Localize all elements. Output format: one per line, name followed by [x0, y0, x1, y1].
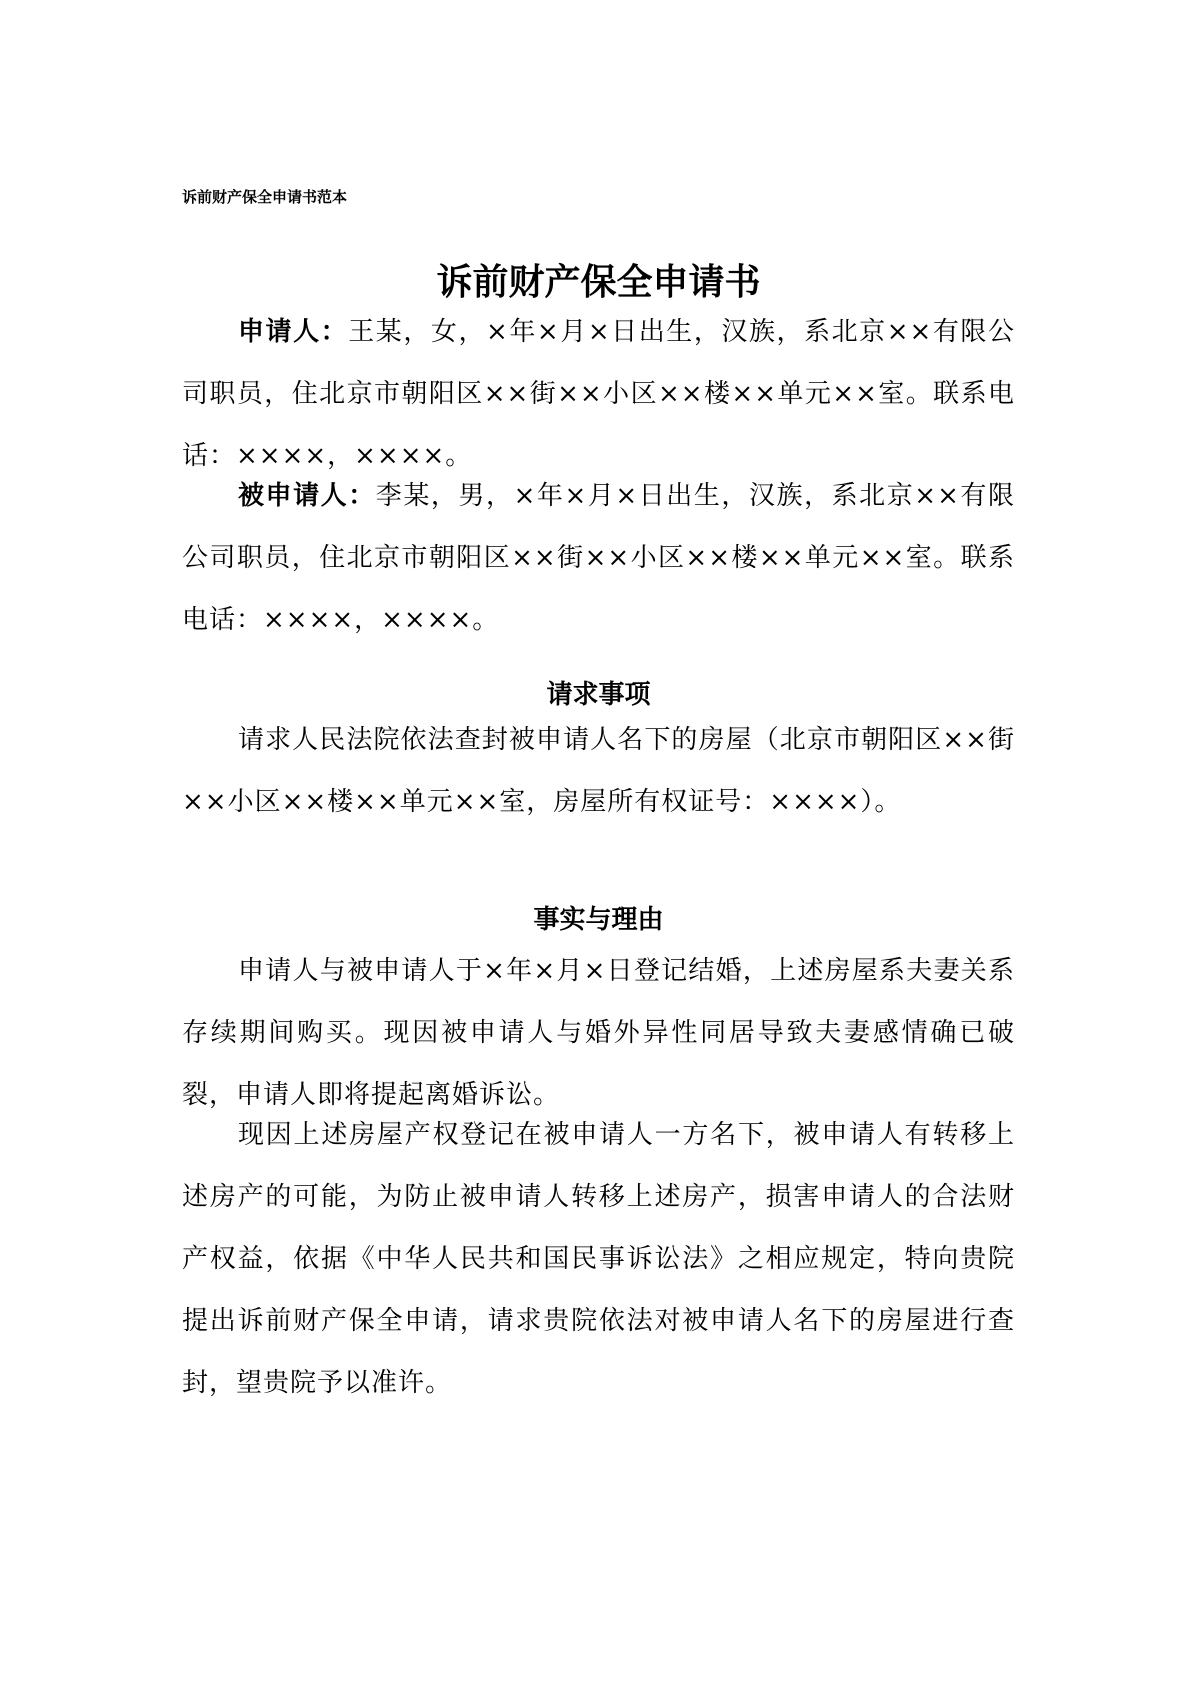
applicant-paragraph — [182, 301, 1015, 487]
respondent-text: 李某，男，×年×月×日出生，汉族，系北京××有限公司职员，住北京市朝阳区××街××小区××楼××单元××室。联系电话：××××，××××。 — [182, 481, 1015, 635]
facts-paragraph-2: 现因上述房屋产权登记在被申请人一方名下，被申请人有转移上述房产的可能，为防止被申请人转移上述房产，损害申请人的合法财产权益，依据《中华人民共和国民事诉讼法》之相应规定，特向贵院提出诉前财产保全申请，请求贵院依法对被申请人名下的房屋进行查封，望贵院予以准许。 — [182, 1120, 1015, 1398]
facts-paragraph-1: 申请人与被申请人于×年×月×日登记结婚，上述房屋系夫妻关系存续期间购买。现因被申请人与婚外异性同居导致夫妻感情确已破裂，申请人即将提起离婚诉讼。 — [182, 956, 1015, 1110]
facts-heading: 事实与理由 — [533, 905, 664, 935]
claims-paragraph: 请求人民法院依法查封被申请人名下的房屋（北京市朝阳区××街××小区××楼××单元××室，房屋所有权证号：××××）。 — [182, 725, 1015, 817]
respondent-paragraph — [182, 465, 1015, 651]
document-title: 诉前财产保全申请书 — [436, 262, 761, 303]
claims-heading: 请求事项 — [546, 680, 651, 710]
applicant-text: 王某，女，×年×月×日出生，汉族，系北京××有限公司职员，住北京市朝阳区××街××小区××楼××单元××室。联系电话：××××，××××。 — [182, 317, 1015, 471]
applicant-label: 申请人： — [238, 317, 349, 347]
respondent-label: 被申请人： — [238, 481, 376, 511]
header-note: 诉前财产保全申请书范本 — [182, 188, 348, 206]
